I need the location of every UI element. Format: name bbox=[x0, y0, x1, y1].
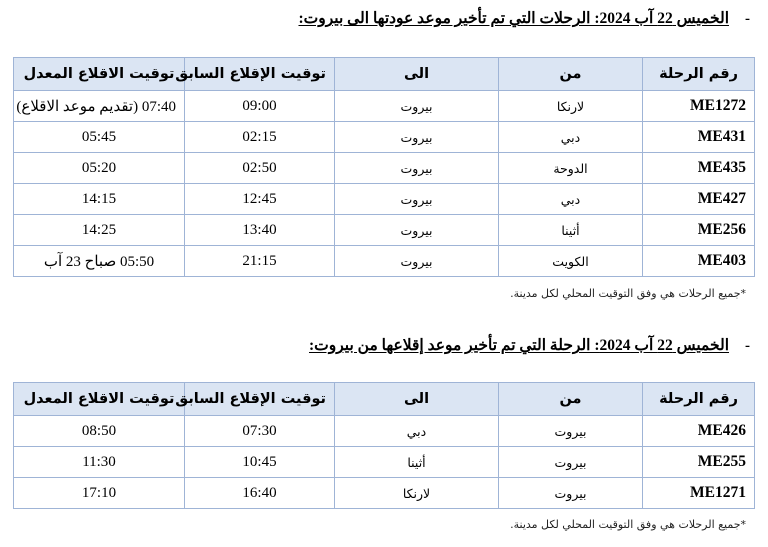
header-previous-departure: توقيت الإقلاع السابق bbox=[185, 58, 335, 91]
table-header-row bbox=[14, 383, 755, 416]
table-row bbox=[14, 184, 755, 215]
destination-cell: دبي bbox=[335, 416, 499, 447]
header-flight-number: رقم الرحلة bbox=[643, 383, 755, 416]
table-row bbox=[14, 447, 755, 478]
previous-time-cell: 13:40 bbox=[185, 215, 335, 246]
flight-number-cell: ME1271 bbox=[643, 478, 755, 509]
origin-cell: الدوحة bbox=[499, 153, 643, 184]
previous-time-cell: 12:45 bbox=[185, 184, 335, 215]
origin-cell: دبي bbox=[499, 184, 643, 215]
revised-time-cell: 11:30 bbox=[14, 447, 185, 478]
revised-time-cell: 14:25 bbox=[14, 215, 185, 246]
destination-cell: بيروت bbox=[335, 215, 499, 246]
previous-time-cell: 02:50 bbox=[185, 153, 335, 184]
destination-cell: لارنكا bbox=[335, 478, 499, 509]
revised-time-cell: 17:10 bbox=[14, 478, 185, 509]
header-from: من bbox=[499, 58, 643, 91]
header-revised-departure: توقيت الاقلاع المعدل bbox=[14, 383, 185, 416]
section1-heading-text: الخميس 22 آب 2024: الرحلات التي تم تأخير موعد عودتها الى بيروت: bbox=[298, 10, 729, 27]
table-header-row bbox=[14, 58, 755, 91]
header-from: من bbox=[499, 383, 643, 416]
flight-number-cell: ME427 bbox=[643, 184, 755, 215]
section2-bullet: - bbox=[745, 338, 750, 354]
table-row bbox=[14, 246, 755, 277]
header-previous-departure: توقيت الإقلاع السابق bbox=[185, 383, 335, 416]
previous-time-cell: 07:30 bbox=[185, 416, 335, 447]
table-row bbox=[14, 91, 755, 122]
origin-cell: بيروت bbox=[499, 416, 643, 447]
previous-time-cell: 10:45 bbox=[185, 447, 335, 478]
flight-number-cell: ME426 bbox=[643, 416, 755, 447]
revised-time-cell: 05:45 bbox=[14, 122, 185, 153]
table-row bbox=[14, 215, 755, 246]
origin-cell: أثينا bbox=[499, 215, 643, 246]
table-row bbox=[14, 153, 755, 184]
departure-delays-table bbox=[13, 382, 755, 509]
flight-number-cell: ME1272 bbox=[643, 91, 755, 122]
section2-heading bbox=[309, 336, 750, 355]
section1-footnote: *جميع الرحلات هي وفق التوقيت المحلي لكل مدينة. bbox=[510, 287, 746, 300]
revised-time-cell: 05:50 صباح 23 آب bbox=[14, 246, 185, 277]
flight-number-cell: ME435 bbox=[643, 153, 755, 184]
origin-cell: دبي bbox=[499, 122, 643, 153]
destination-cell: بيروت bbox=[335, 184, 499, 215]
flight-number-cell: ME255 bbox=[643, 447, 755, 478]
revised-time-cell: 08:50 bbox=[14, 416, 185, 447]
destination-cell: بيروت bbox=[335, 153, 499, 184]
destination-cell: أثينا bbox=[335, 447, 499, 478]
origin-cell: بيروت bbox=[499, 478, 643, 509]
revised-time-cell: 05:20 bbox=[14, 153, 185, 184]
origin-cell: لارنكا bbox=[499, 91, 643, 122]
flight-number-cell: ME431 bbox=[643, 122, 755, 153]
header-flight-number: رقم الرحلة bbox=[643, 58, 755, 91]
section1-bullet: - bbox=[745, 11, 750, 27]
destination-cell: بيروت bbox=[335, 122, 499, 153]
previous-time-cell: 21:15 bbox=[185, 246, 335, 277]
flight-number-cell: ME403 bbox=[643, 246, 755, 277]
destination-cell: بيروت bbox=[335, 246, 499, 277]
flight-number-cell: ME256 bbox=[643, 215, 755, 246]
previous-time-cell: 02:15 bbox=[185, 122, 335, 153]
section1-heading bbox=[298, 9, 750, 28]
previous-time-cell: 09:00 bbox=[185, 91, 335, 122]
table-row bbox=[14, 416, 755, 447]
header-revised-departure: توقيت الاقلاع المعدل bbox=[14, 58, 185, 91]
section2-footnote: *جميع الرحلات هي وفق التوقيت المحلي لكل مدينة. bbox=[510, 518, 746, 531]
revised-time-cell: 14:15 bbox=[14, 184, 185, 215]
table-row bbox=[14, 478, 755, 509]
table-row bbox=[14, 122, 755, 153]
previous-time-cell: 16:40 bbox=[185, 478, 335, 509]
header-to: الى bbox=[335, 58, 499, 91]
destination-cell: بيروت bbox=[335, 91, 499, 122]
revised-time-cell: 07:40 (تقديم موعد الاقلاع) bbox=[14, 91, 185, 122]
section2-heading-text: الخميس 22 آب 2024: الرحلة التي تم تأخير موعد إقلاعها من بيروت: bbox=[309, 337, 729, 354]
return-delays-table bbox=[13, 57, 755, 277]
header-to: الى bbox=[335, 383, 499, 416]
origin-cell: بيروت bbox=[499, 447, 643, 478]
origin-cell: الكويت bbox=[499, 246, 643, 277]
